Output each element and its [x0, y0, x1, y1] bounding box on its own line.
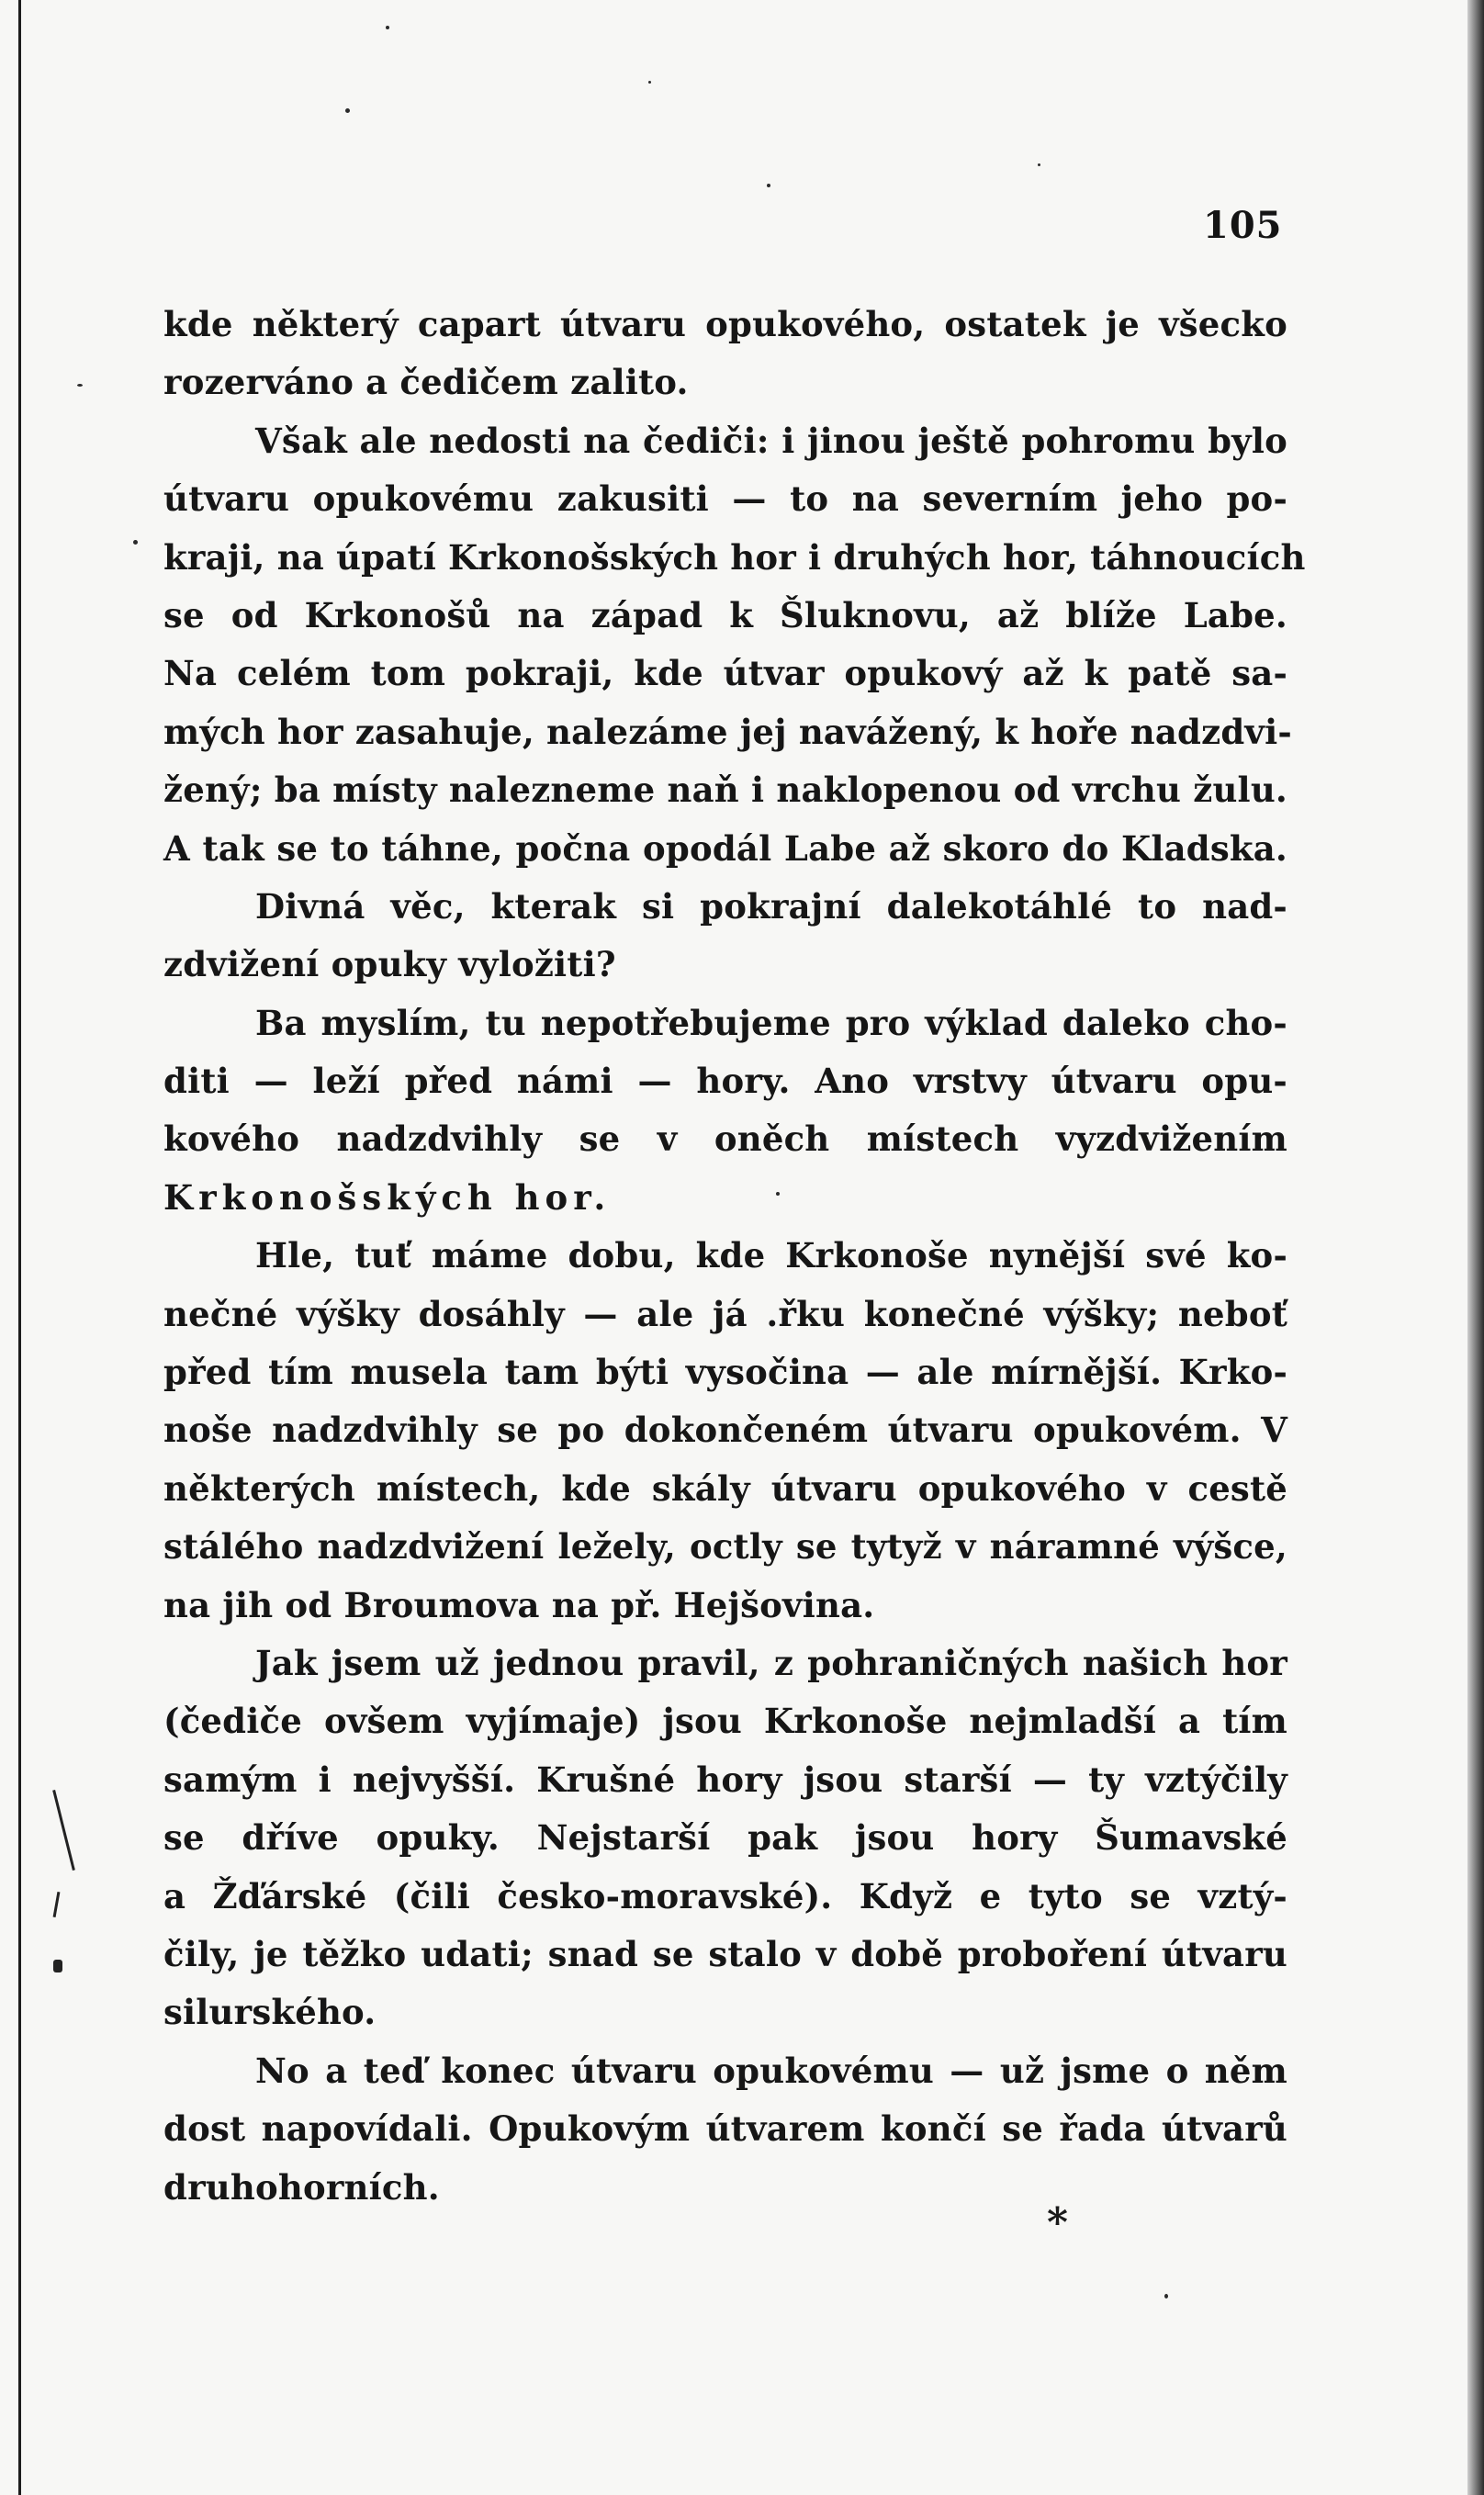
text-line: rozerváno a čedičem zalito.	[163, 362, 689, 403]
text-line: noše nadzdvihly se po dokončeném útvaru opukovém. V	[163, 1410, 1287, 1451]
text-line: útvaru opukovému zakusiti — to na severním jeho po-	[163, 478, 1287, 520]
text-line: (čediče ovšem vyjímaje) jsou Krkonoše nejmladší a tím	[163, 1701, 1287, 1742]
text-line: Ba myslím, tu nepotřebujeme pro výklad daleko cho-	[255, 1002, 1287, 1043]
text-line: zdvižení opuky vyložiti?	[163, 944, 616, 985]
text-line: Však ale nedosti na čediči: i jinou ještě pohromu bylo	[255, 420, 1287, 461]
text-line: nečné výšky dosáhly — ale já .řku konečné výšky; neboť	[163, 1293, 1287, 1334]
text-line: Hle, tuť máme dobu, kde Krkonoše nynější své ko-	[255, 1235, 1287, 1276]
margin-mark	[53, 1960, 62, 1972]
end-asterisk: *	[1047, 2199, 1069, 2246]
page-gutter-line	[18, 0, 21, 2495]
body-text	[163, 296, 1306, 2217]
text-line: Jak jsem už jednou pravil, z pohraničných našich hor	[255, 1642, 1287, 1683]
text-line: A tak se to táhne, počna opodál Labe až skoro do Kladska.	[163, 827, 1287, 869]
text-line: silurského.	[163, 1992, 377, 2033]
page-number: 105	[1203, 204, 1283, 247]
text-line: kového nadzdvihly se v oněch místech vyzdvižením	[163, 1118, 1287, 1160]
text-line: dost napovídali. Opukovým útvarem končí se řada útvarů	[163, 2108, 1287, 2150]
text-line: stálého nadzdvižení ležely, octly se tytyž v náramné výšce,	[163, 1526, 1287, 1568]
page-edge-shadow	[1467, 0, 1484, 2495]
text-line: čily, je těžko udati; snad se stalo v době proboření útvaru	[163, 1933, 1287, 1974]
text-line: No a teď konec útvaru opukovému — už jsme o něm	[255, 2050, 1287, 2091]
text-line: na jih od Broumova na př. Hejšovina.	[163, 1584, 875, 1625]
text-line: Krkonošských hor.	[163, 1176, 612, 1218]
text-line: samým i nejvyšší. Krušné hory jsou starší — ty vztýčily	[163, 1759, 1287, 1800]
text-line: a Žďárské (čili česko-moravské). Když e tyto se vztý-	[163, 1875, 1287, 1916]
text-line: mých hor zasahuje, nalezáme jej navážený, k hoře nadzdvi-	[163, 711, 1292, 752]
text-line: kraji, na úpatí Krkonošských hor i druhých hor, táhnoucích	[163, 536, 1306, 578]
text-line: před tím musela tam býti vysočina — ale mírnější. Krko-	[163, 1352, 1287, 1393]
text-line: se od Krkonošů na západ k Šluknovu, až blíže Labe.	[163, 594, 1287, 635]
text-line: druhohorních.	[163, 2166, 440, 2208]
text-line: kde některý capart útvaru opukového, ostatek je všecko	[163, 304, 1287, 344]
text-line: diti — leží před námi — hory. Ano vrstvy útvaru opu-	[163, 1061, 1287, 1102]
text-line: Na celém tom pokraji, kde útvar opukový až k patě sa-	[163, 653, 1287, 694]
text-line: Divná věc, kterak si pokrajní dalekotáhlé to nad-	[255, 885, 1287, 927]
text-line: některých místech, kde skály útvaru opukového v cestě	[163, 1467, 1287, 1509]
text-line: žený; ba místy nalezneme naň i naklopenou od vrchu žulu.	[163, 770, 1287, 811]
text-line: se dříve opuky. Nejstarší pak jsou hory Šumavské	[163, 1817, 1287, 1859]
